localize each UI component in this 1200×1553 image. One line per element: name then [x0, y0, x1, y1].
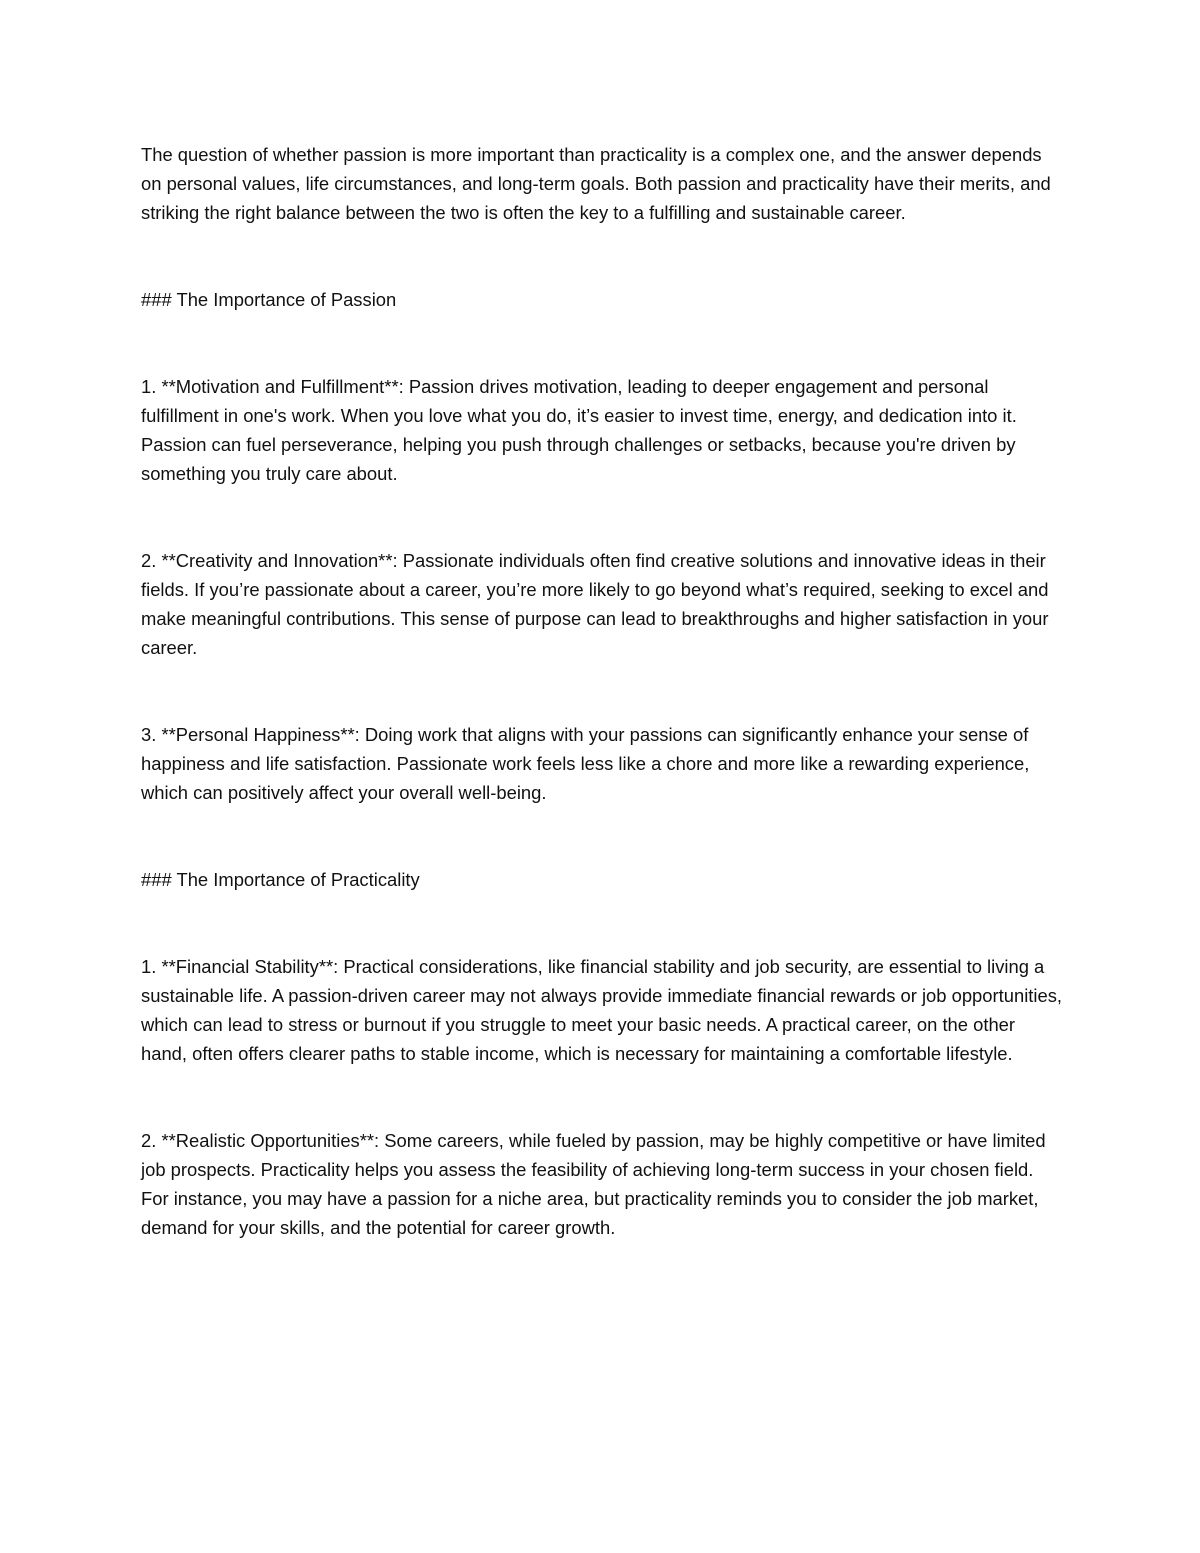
- section-heading-practicality: ### The Importance of Practicality: [141, 869, 420, 890]
- passion-item-creativity: 2. **Creativity and Innovation**: Passionate individuals often find creative solutions and innovative ideas in their fields. If you’re passionate about a career, you’re more likely to go beyond what’s required, seeking to excel and make meaningful contributions. This sense of purpose can lead to breakthroughs and higher satisfaction in your career.: [141, 550, 1049, 658]
- practicality-item-financial: 1. **Financial Stability**: Practical considerations, like financial stability and job security, are essential to living a sustainable life. A passion-driven career may not always provide immediate financial rewards or job opportunities, which can lead to stress or burnout if you struggle to meet your basic needs. A practical career, on the other hand, often offers clearer paths to stable income, which is necessary for maintaining a comfortable lifestyle.: [141, 956, 1063, 1064]
- passion-item-motivation: 1. **Motivation and Fulfillment**: Passion drives motivation, leading to deeper engagement and personal fulfillment in one's work. When you love what you do, it’s easier to invest time, energy, and dedication into it. Passion can fuel perseverance, helping you push through challenges or setbacks, because you're driven by something you truly care about.: [141, 376, 1017, 484]
- section-heading-passion: ### The Importance of Passion: [141, 289, 397, 310]
- intro-paragraph: The question of whether passion is more important than practicality is a complex one, and the answer depends on personal values, life circumstances, and long-term goals. Both passion and practicality have their merits, and striking the right balance between the two is often the key to a fulfilling and sustainable career.: [141, 144, 1051, 223]
- document-body: [141, 140, 1066, 1242]
- practicality-item-opportunities: 2. **Realistic Opportunities**: Some careers, while fueled by passion, may be highly competitive or have limited job prospects. Practicality helps you assess the feasibility of achieving long-term success in your chosen field. For instance, you may have a passion for a niche area, but practicality reminds you to consider the job market, demand for your skills, and the potential for career growth.: [141, 1130, 1046, 1238]
- passion-item-happiness: 3. **Personal Happiness**: Doing work that aligns with your passions can significantly enhance your sense of happiness and life satisfaction. Passionate work feels less like a chore and more like a rewarding experience, which can positively affect your overall well-being.: [141, 724, 1030, 803]
